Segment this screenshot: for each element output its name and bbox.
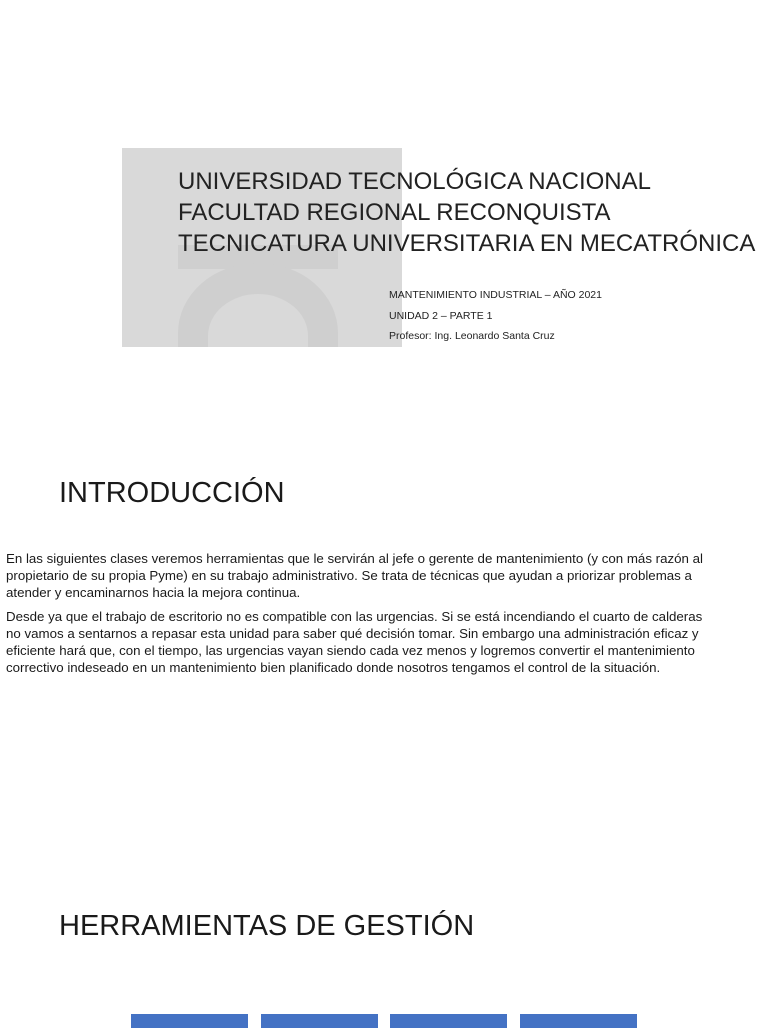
- course-meta: [389, 285, 602, 347]
- tool-box-3: [390, 1014, 507, 1028]
- tool-box-2: [261, 1014, 378, 1028]
- tool-box-1: [131, 1014, 248, 1028]
- intro-heading: INTRODUCCIÓN: [59, 477, 285, 509]
- title-line-program: TECNICATURA UNIVERSITARIA EN MECATRÓNICA: [178, 230, 756, 257]
- professor-label: Profesor: Ing. Leonardo Santa Cruz: [389, 330, 555, 342]
- title-line-faculty: FACULTAD REGIONAL RECONQUISTA: [178, 199, 611, 226]
- course-name: MANTENIMIENTO INDUSTRIAL – AÑO 2021: [389, 289, 602, 301]
- tools-heading: HERRAMIENTAS DE GESTIÓN: [59, 910, 475, 942]
- tool-box-4: [520, 1014, 637, 1028]
- institution-title: [178, 166, 755, 259]
- unit-label: UNIDAD 2 – PARTE 1: [389, 309, 493, 322]
- intro-body: [6, 550, 718, 682]
- intro-paragraph: Desde ya que el trabajo de escritorio no es compatible con las urgencias. Si se está incendiando el cuarto de calderas no vamos a sentarnos a repasar esta unidad para saber qué decisión tomar. Sin embargo una administración eficaz y eficiente hará que, con el tiempo, las urgencias vayan siendo cada vez menos y logremos convertir el mantenimiento correctivo indeseado en un mantenimiento bien planificado donde nosotros tengamos el control de la situación.: [6, 608, 703, 676]
- title-line-university: UNIVERSIDAD TECNOLÓGICA NACIONAL: [178, 168, 651, 195]
- intro-paragraph: En las siguientes clases veremos herramientas que le servirán al jefe o gerente de mantenimiento (y con más razón al propietario de su propia Pyme) en su trabajo administrativo. Se trata de técnicas que ayudan a priorizar problemas a atender y encaminarnos hacia la mejora continua.: [6, 551, 703, 601]
